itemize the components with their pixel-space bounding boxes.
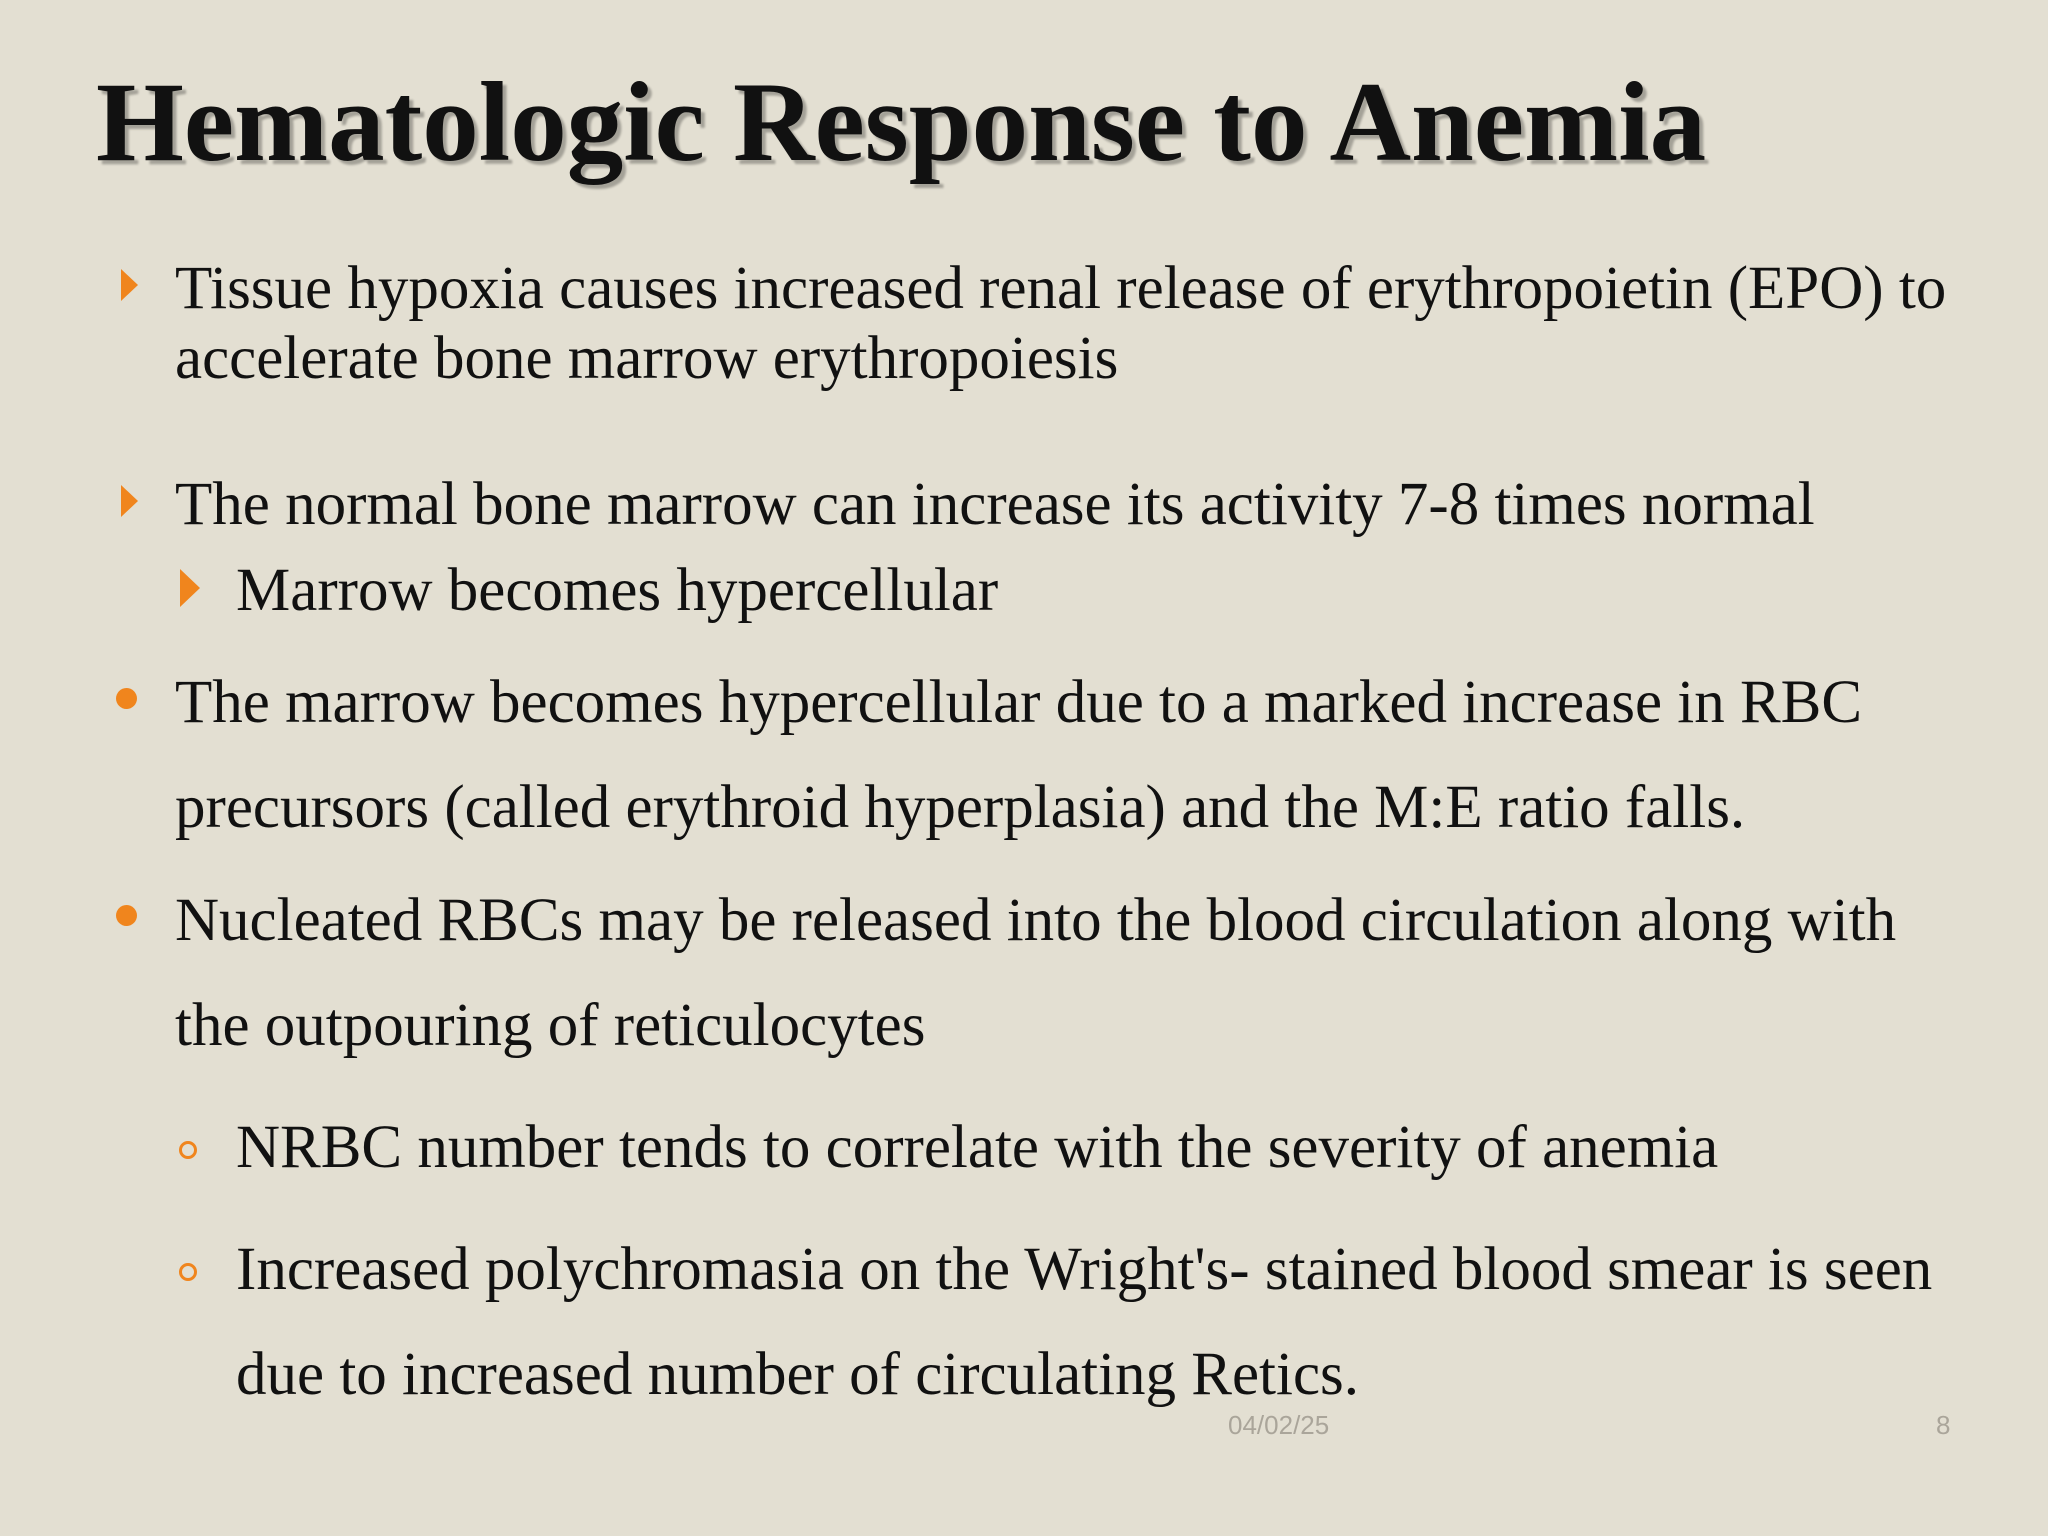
sub-bullet-4-2-line-1: Increased polychromasia on the Wright's- stained blood smear is seen: [236, 1236, 1933, 1303]
dot-bullet-icon: [116, 905, 137, 926]
bullet-4-line-2: the outpouring of reticulocytes: [175, 992, 926, 1059]
bullet-2-line-1: The normal bone marrow can increase its activity 7-8 times normal: [175, 471, 1815, 538]
ring-bullet-icon: [179, 1263, 197, 1281]
bullet-3-line-1: The marrow becomes hypercellular due to a marked increase in RBC: [175, 669, 1863, 736]
sub-bullet-4-2-line-2: due to increased number of circulating Retics.: [236, 1341, 1360, 1408]
triangle-bullet-icon: [121, 485, 138, 517]
bullet-4-line-1: Nucleated RBCs may be released into the blood circulation along with: [175, 887, 1897, 954]
triangle-bullet-icon: [121, 269, 138, 301]
dot-bullet-icon: [116, 688, 137, 709]
sub-bullet-4-1-line-1: NRBC number tends to correlate with the severity of anemia: [236, 1114, 1719, 1181]
footer-date: 04/02/25: [1228, 1410, 1330, 1440]
bullet-1-line-1: Tissue hypoxia causes increased renal release of erythropoietin (EPO) to: [175, 255, 1947, 322]
sub-bullet-2-1-line-1: Marrow becomes hypercellular: [236, 557, 999, 624]
bullet-3-line-2: precursors (called erythroid hyperplasia) and the M:E ratio falls.: [175, 774, 1746, 841]
ring-bullet-icon: [179, 1141, 197, 1159]
triangle-bullet-icon: [180, 569, 200, 607]
page-number: 8: [1936, 1410, 1951, 1440]
slide-title: Hematologic Response to Anemia: [96, 60, 1707, 185]
bullet-1-line-2: accelerate bone marrow erythropoiesis: [175, 325, 1119, 392]
